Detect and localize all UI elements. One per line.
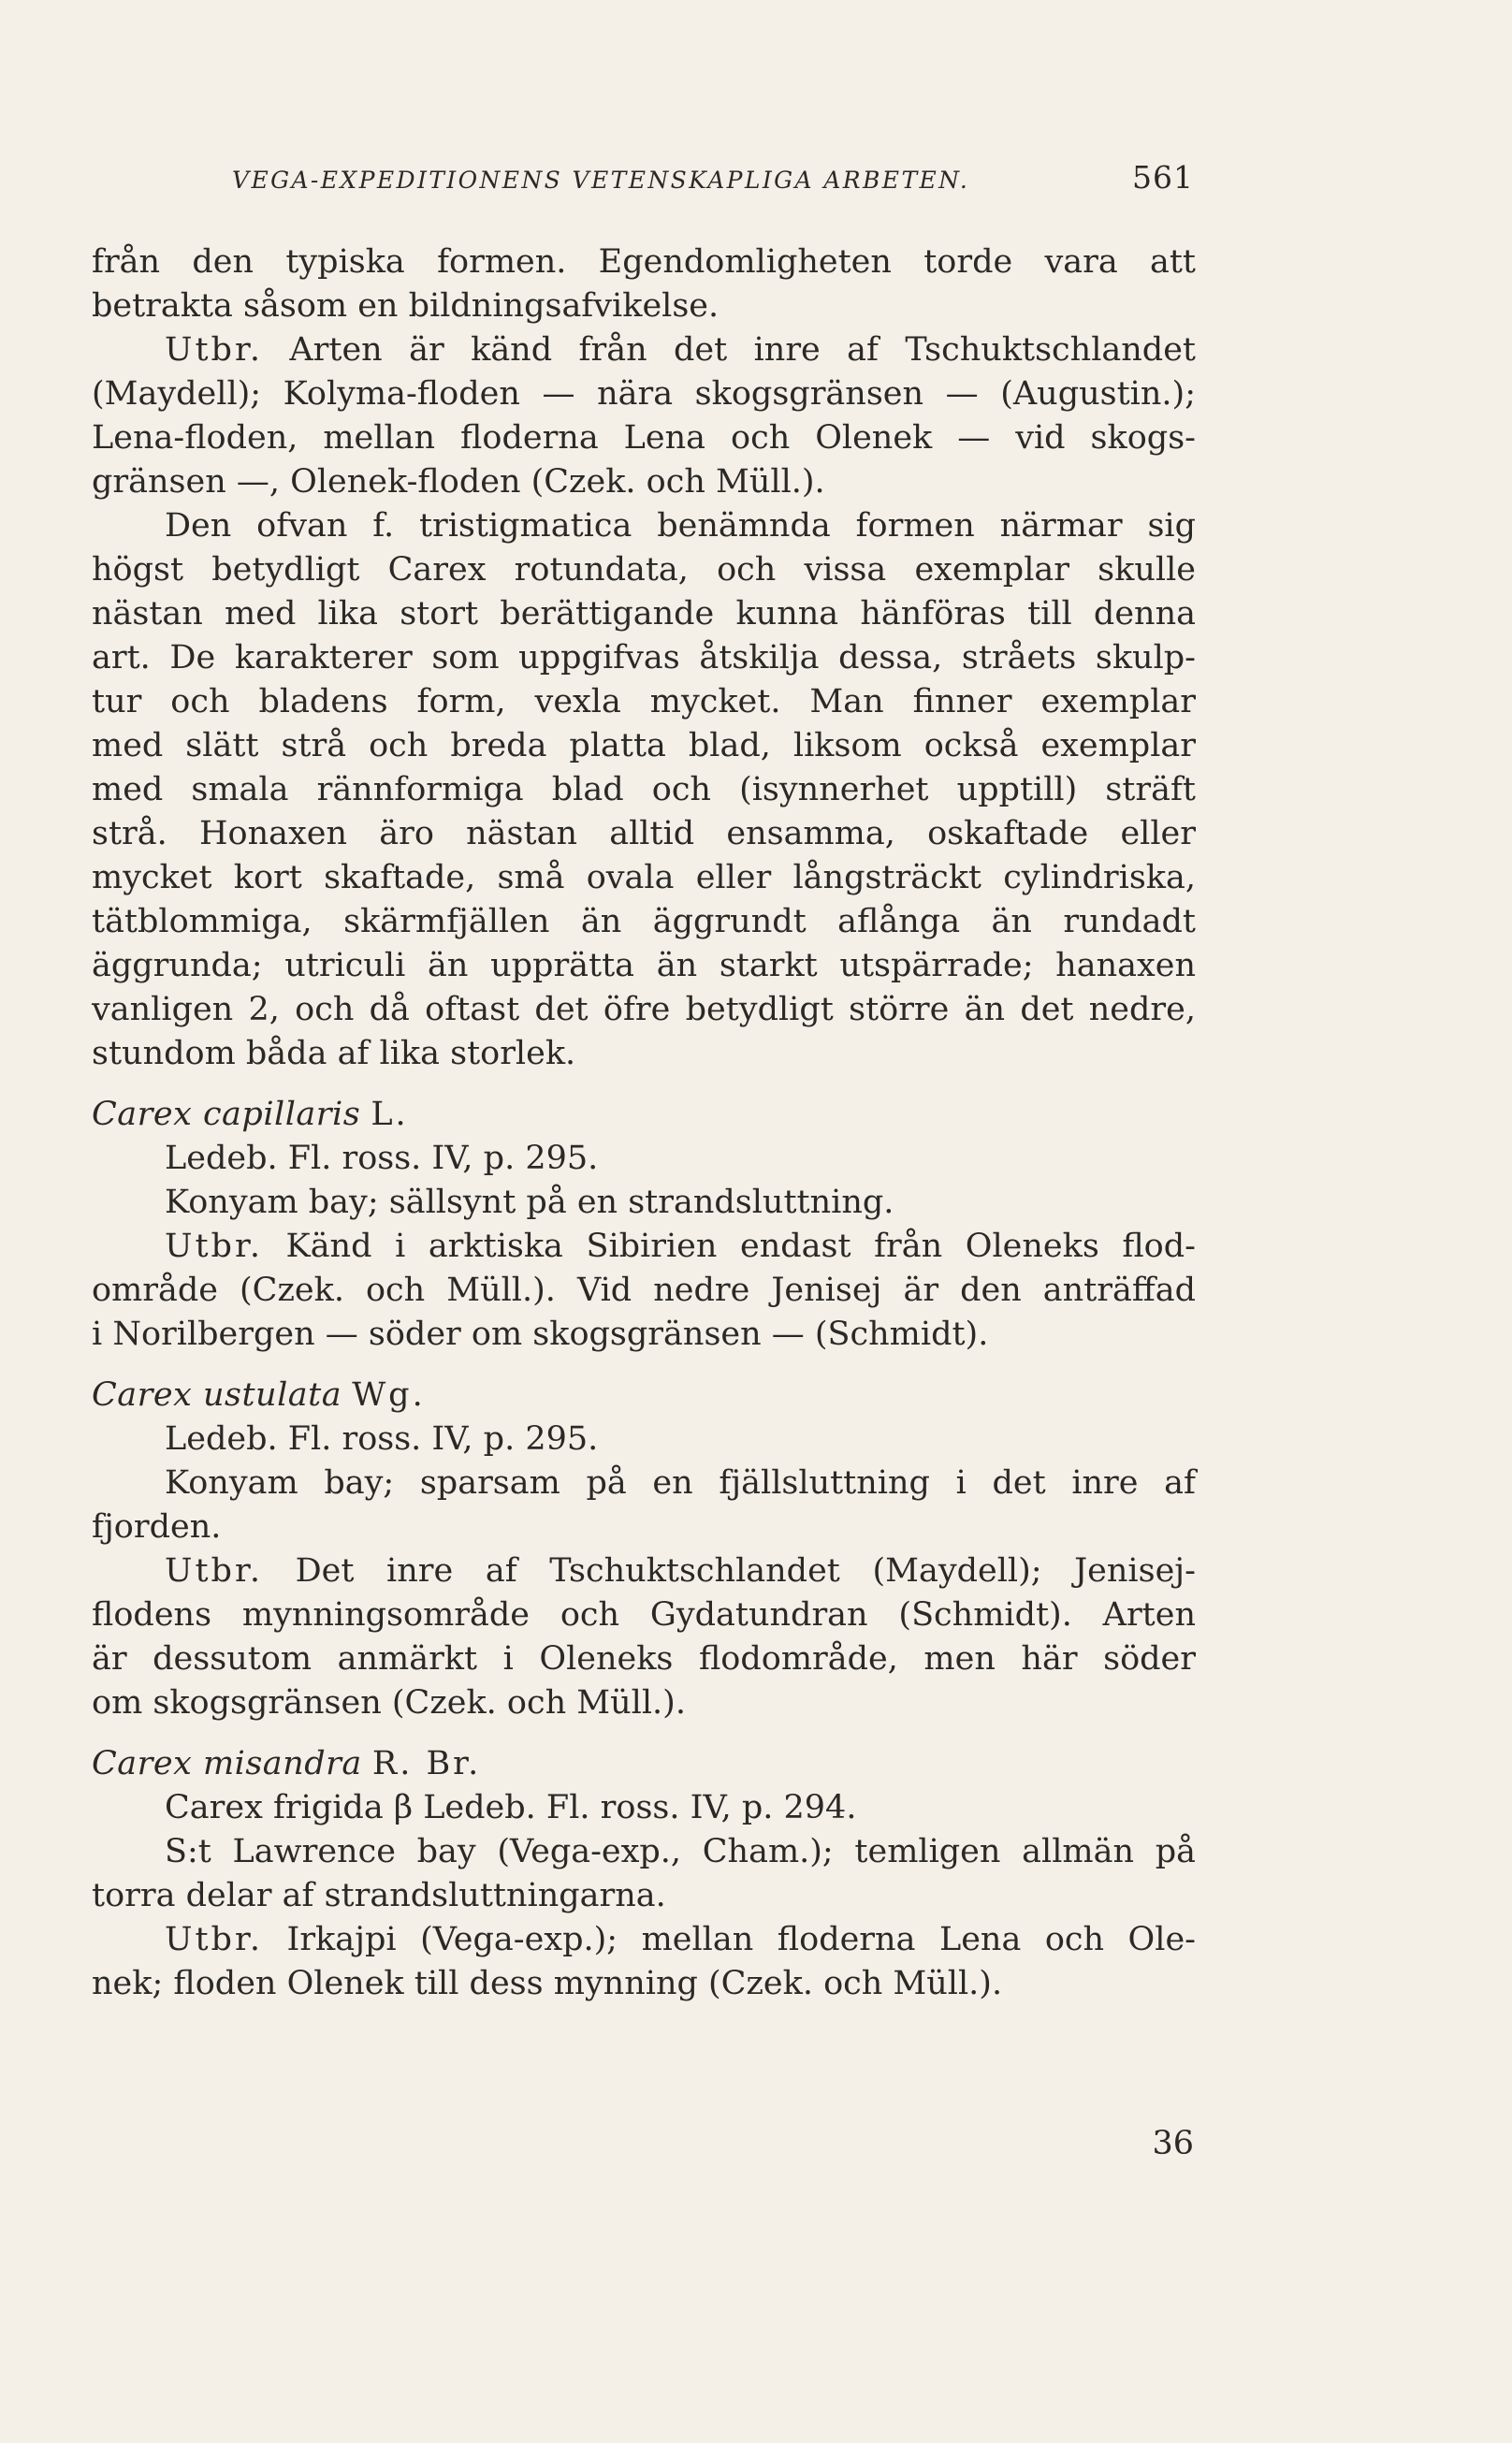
paragraph-gap [92,1725,1196,1742]
line-text: område (Czek. och Müll.). Vid nedre Jenisej är den anträffad [92,1272,1196,1309]
text-line [92,1786,1196,1830]
text-line [92,1313,1196,1357]
text-line [92,328,1196,372]
distribution-label: Utbr. [165,1228,263,1265]
line-text: tur och bladens form, vexla mycket. Man finner exemplar [92,683,1196,720]
text-line [92,1637,1196,1681]
species-author: L. [371,1096,409,1133]
line-text: nek; floden Olenek till dess mynning (Czek. och Müll.). [92,1965,1003,2002]
running-title: VEGA-EXPEDITIONENS VETENSKAPLIGA ARBETEN. [232,167,970,194]
line-text: torra delar af strandsluttningarna. [92,1877,666,1914]
line-text: gränsen —, Olenek-floden (Czek. och Müll.). [92,463,825,501]
line-text: S:t Lawrence bay (Vega-exp., Cham.); temligen allmän på [165,1833,1196,1870]
species-name: Carex ustulata [92,1376,342,1414]
line-text: (Maydell); Kolyma-floden — nära skogsgränsen — (Augustin.); [92,375,1196,413]
line-text: Ledeb. Fl. ross. IV, p. 295. [165,1140,599,1177]
text-line [92,680,1196,724]
signature-mark: 36 [1152,2125,1194,2162]
text-line [92,636,1196,680]
line-text: flodens mynningsområde och Gydatundran (Schmidt). Arten [92,1596,1196,1634]
paragraph-gap [92,1076,1196,1093]
text-line [92,548,1196,592]
distribution-label: Utbr. [165,331,263,369]
text-line [92,1181,1196,1225]
text-line [92,1225,1196,1269]
text-line [92,1681,1196,1725]
text-line [92,372,1196,416]
line-text: strå. Honaxen äro nästan alltid ensamma, oskaftade eller [92,815,1196,852]
line-text: stundom båda af lika storlek. [92,1035,576,1072]
line-text: nästan med lika stort berättigande kunna hänföras till denna [92,595,1196,633]
line-text: äggrunda; utriculi än upprätta än starkt utspärrade; hanaxen [92,947,1196,984]
text-line [92,1418,1196,1461]
text-line [92,1505,1196,1549]
text-line [92,1962,1196,2006]
line-text: Känd i arktiska Sibirien endast från Oleneks flod- [285,1228,1196,1265]
text-line [92,592,1196,636]
text-line [92,416,1196,460]
text-line [92,900,1196,944]
line-text: Konyam bay; sällsynt på en strandsluttning. [165,1184,894,1221]
text-line [92,856,1196,900]
line-text: i Norilbergen — söder om skogsgränsen — (Schmidt). [92,1316,989,1353]
page-number: 561 [1132,159,1194,196]
text-line [92,284,1196,328]
line-text: fjorden. [92,1508,222,1546]
line-text: Carex frigida β Ledeb. Fl. ross. IV, p. 294. [165,1789,857,1826]
text-line [92,504,1196,548]
text-line [92,988,1196,1032]
line-text: Det inre af Tschuktschlandet (Maydell); Jenisej- [295,1552,1196,1590]
text-line [92,768,1196,812]
text-line [92,1269,1196,1313]
line-text: Lena-floden, mellan floderna Lena och Olenek — vid skogs- [92,419,1196,457]
line-text: betrakta såsom en bildningsafvikelse. [92,287,720,325]
species-heading [92,1093,1196,1137]
species-name: Carex capillaris [92,1096,361,1133]
line-text: art. De karakterer som uppgifvas åtskilja dessa, stråets skulp- [92,639,1196,676]
line-text: högst betydligt Carex rotundata, och vissa exemplar skulle [92,551,1196,589]
text-line [92,240,1196,284]
line-text: Irkajpi (Vega-exp.); mellan floderna Lena och Ole- [286,1921,1196,1958]
text-line [92,1830,1196,1874]
line-text: Konyam bay; sparsam på en fjällsluttning i det inre af [165,1464,1196,1502]
line-text: Arten är känd från det inre af Tschuktschlandet [289,331,1196,369]
text-line [92,460,1196,504]
text-line [92,724,1196,768]
text-line [92,812,1196,856]
line-text: med smala rännformiga blad och (isynnerhet upptill) sträft [92,771,1196,808]
text-line [92,944,1196,988]
line-text: vanligen 2, och då oftast det öfre betydligt större än det nedre, [92,991,1196,1028]
line-text: tätblommiga, skärmfjällen än äggrundt aflånga än rundadt [92,903,1196,940]
text-line [92,1874,1196,1918]
species-heading [92,1374,1196,1418]
page-header [232,159,1194,204]
paragraph-gap [92,1357,1196,1374]
species-heading [92,1742,1196,1786]
distribution-label: Utbr. [165,1921,263,1958]
line-text: Den ofvan f. tristigmatica benämnda formen närmar sig [165,507,1196,545]
body-text [92,240,1196,2006]
text-line [92,1593,1196,1637]
line-text: mycket kort skaftade, små ovala eller långsträckt cylindriska, [92,859,1196,896]
line-text: om skogsgränsen (Czek. och Müll.). [92,1684,686,1722]
species-author: Wg. [352,1376,426,1414]
text-line [92,1549,1196,1593]
species-author: R. Br. [371,1745,482,1782]
line-text: med slätt strå och breda platta blad, liksom också exemplar [92,727,1196,764]
line-text: från den typiska formen. Egendomligheten torde vara att [92,243,1196,281]
text-line [92,1461,1196,1505]
text-line [92,1918,1196,1962]
line-text: är dessutom anmärkt i Oleneks flodområde, men här söder [92,1640,1196,1678]
distribution-label: Utbr. [165,1552,263,1590]
text-line [92,1032,1196,1076]
text-line [92,1137,1196,1181]
species-name: Carex misandra [92,1745,362,1782]
line-text: Ledeb. Fl. ross. IV, p. 295. [165,1420,599,1458]
